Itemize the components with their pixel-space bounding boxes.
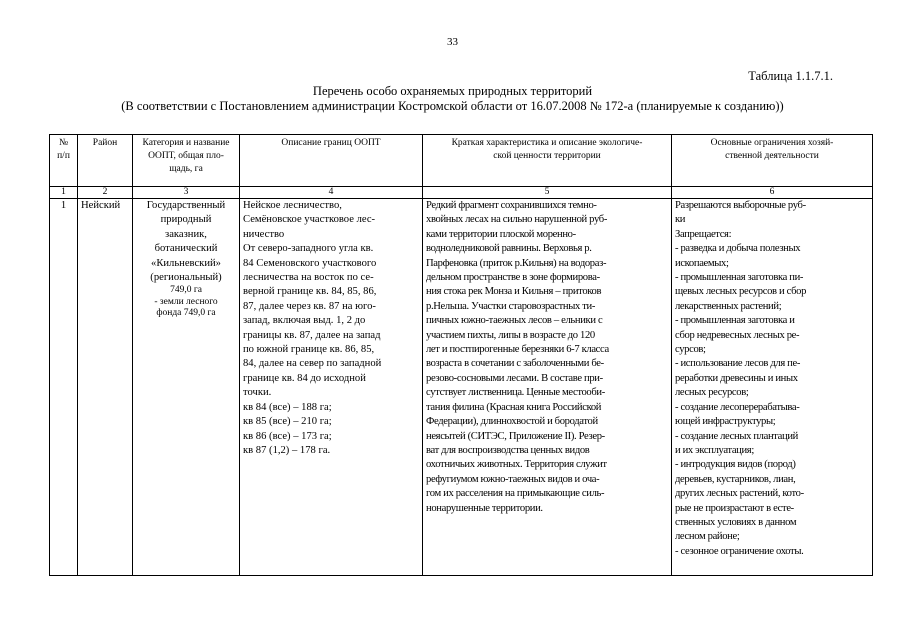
column-number: 5 [423,187,672,199]
header-characteristics: Краткая характеристика и описание экологиче- ской ценности территории [423,135,672,187]
row-restrictions: Разрешаются выборочные руб- ки Запрещается: - разведка и добыча полезных ископаемых; - промышленная заготовка пи- щевых лесных ресурсов и сбор лекарственных растений; - промышленная заготовка и сбор недревесных лесных ре- сурсов; - использование лесов для пе- реработки древесины и иных лесных ресурсов; - создание лесоперерабатыва- ющей инфраструктуры; - создание лесных плантаций и их эксплуатация; - интродукция видов (пород) деревьев, кустарников, лиан, других лесных растений, кото- рые не произрастают в есте- ственных условиях в данном лесном районе; - сезонное ограничение охоты. [672,199,873,576]
row-district: Нейский [78,199,133,576]
subtitle-line: (В соответствии с Постановлением администрации Костромской области от 16.07.2008 № 172-а (планируемые к созданию)) [121,99,784,113]
row-category: Государственный природный заказник, ботанический «Кильневский» (региональный) 749,0 га - земли лесного фонда 749,0 га [133,199,240,576]
header-no: № п/п [50,135,78,187]
row-land-type: - земли лесного [154,296,218,307]
column-number-row [50,187,873,199]
row-area: 749,0 га [170,285,202,296]
header-row [50,135,873,187]
table-row [50,199,873,576]
column-number: 2 [78,187,133,199]
protected-areas-table [49,134,873,576]
column-number: 1 [50,187,78,199]
header-boundaries: Описание границ ООПТ [240,135,423,187]
header-district: Район [78,135,133,187]
column-number: 3 [133,187,240,199]
header-category: Категория и название ООПТ, общая пло- щадь, га [133,135,240,187]
page-number: 33 [447,36,458,48]
row-boundaries: Нейское лесничество, Семёновское участковое лес- ничество От северо-западного угла кв. 84 Семеновского участкового лесничества на восток по се- верной границе кв. 84, 85, 86, 87, далее через кв. 87 на юго- запад, включая выд. 1, 2 до границы кв. 87, далее на запад по южной границе кв. 86, 85, 84, далее на север по западной границе кв. 84 до исходной точки. кв 84 (все) – 188 га; кв 85 (все) – 210 га; кв 86 (все) – 173 га; кв 87 (1,2) – 178 га. [240,199,423,576]
row-characteristics: Редкий фрагмент сохранившихся темно- хвойных лесах на сильно нарушенной руб- ками территории плоской моренно- водноледниковой равнины. Верховья р. Парфеновка (приток р.Кильня) на водораз- дельном пространстве в зоне формирова- ния стока рек Монза и Кильня – притоков р.Нельша. Участки старовозрастных ти- пичных южно-таежных лесов – ельники с участием пихты, липы в возрасте до 120 лет и постпирогенные березняки 6-7 класса возраста в сочетании с заболоченными бе- резово-сосновыми лесами. В составе при- сутствует лиственница. Ценные местооби- тания филина (Красная книга Российской Федерации), длиннохвостой и бородатой неясытей (СИТЭС, Приложение II). Резер- ват для воспроизводства ценных видов охотничьих животных. Территория служит рефугиумом южно-таежных видов и оча- гом их расселения на примыкающие силь- нонарушенные территории. [423,199,672,576]
row-number: 1 [50,199,78,576]
column-number: 6 [672,187,873,199]
title-line: Перечень особо охраняемых природных территорий [312,84,593,98]
column-number: 4 [240,187,423,199]
row-land-area: фонда 749,0 га [156,308,216,319]
table-label: Таблица 1.1.7.1. [748,69,833,83]
header-restrictions: Основные ограничения хозяй- ственной деятельности [672,135,873,187]
document-title [0,84,905,114]
